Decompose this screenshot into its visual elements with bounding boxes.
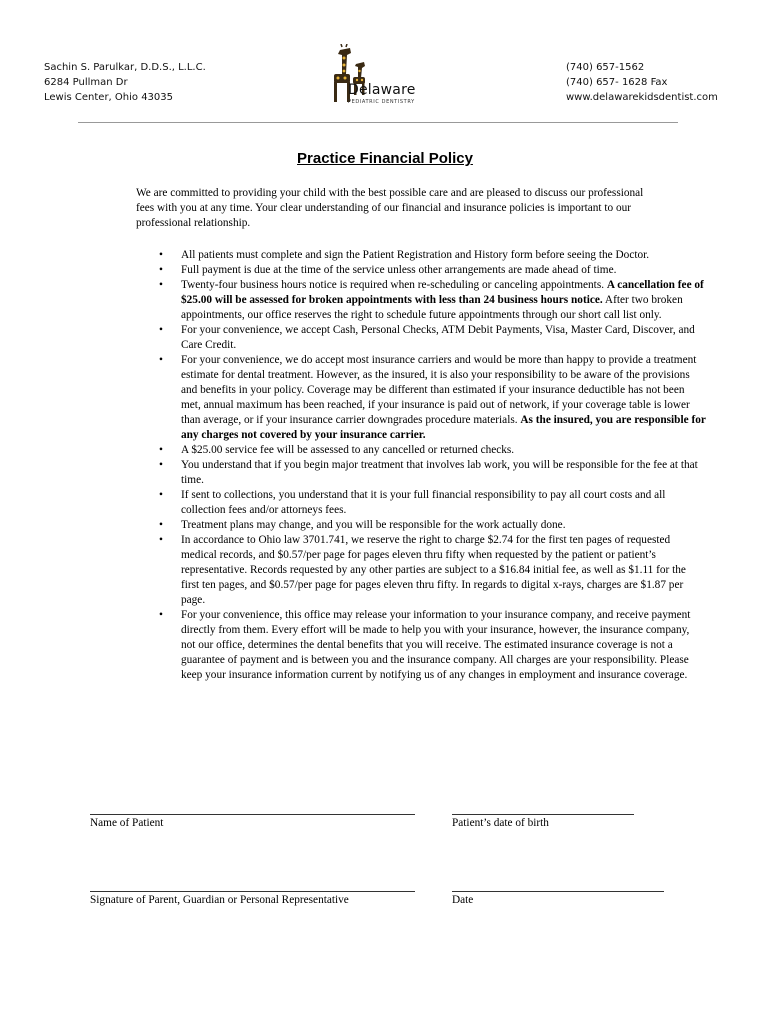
- practice-contact: [566, 60, 718, 105]
- practice-address: [44, 60, 206, 105]
- insured-responsibility-notice: As the insured, you are responsible for any charges not covered by your insurance carrier.: [181, 414, 706, 441]
- patient-name-line[interactable]: [90, 814, 415, 815]
- practice-name: Sachin S. Parulkar, D.D.S., L.L.C.: [44, 62, 206, 73]
- website-url: www.delawarekidsdentist.com: [566, 92, 718, 103]
- date-label: Date: [452, 894, 474, 906]
- list-item: • For your convenience, we do accept most insurance carriers and would be more than happy to provide a treatment estimate for dental treatment. However, as the insured, it is also your responsibility to be aware of the provisions and benefits in your policy. Coverage may be different than estimated if your insurance deductible has not been met, annual maximum has been reached, if your insurance is paid out of network, if your coverage table is lower than average, or if your insurance carrier downgrades procedure materials. As the insured, you are responsible for any charges not covered by your insurance carrier.: [181, 353, 706, 443]
- list-item: • In accordance to Ohio law 3701.741, we reserve the right to charge $2.74 for the first ten pages of requested medical records, and $0.57/per page for pages eleven thru fifty when requested by the patient or patient’s representative. Records requested by any other parties are subject to a $16.84 initial fee, as well as $1.11 for the first ten pages, and $0.57/per page for pages eleven thru fifty. In regards to digital x-rays, charges are $1.87 per page.: [181, 533, 706, 608]
- list-item: • Treatment plans may change, and you will be responsible for the work actually done.: [181, 518, 706, 533]
- list-item: • All patients must complete and sign the Patient Registration and History form before seeing the Doctor.: [181, 248, 706, 263]
- cancellation-fee-notice: A cancellation fee of $25.00 will be assessed for broken appointments with less than 24 business hours notice.: [181, 279, 704, 306]
- dob-label: Patient’s date of birth: [452, 817, 549, 829]
- street-address: 6284 Pullman Dr: [44, 77, 128, 88]
- page-title: Practice Financial Policy: [297, 150, 473, 167]
- list-item: • For your convenience, this office may release your information to your insurance company, and receive payment directly from them. Every effort will be made to help you with your insurance, however, the insurance company, not our office, determines the dental benefits that you will receive. The estimated insurance coverage is not a guarantee of payment and is between you and the insurance company. All charges are your responsibility. Please keep your insurance information current by notifying us of any changes in employment and insurance coverage.: [181, 608, 706, 683]
- signature-label: Signature of Parent, Guardian or Personal Representative: [90, 894, 349, 906]
- policy-list: [181, 248, 706, 683]
- list-item: • For your convenience, we accept Cash, Personal Checks, ATM Debit Payments, Visa, Master Card, Discover, and Care Credit.: [181, 323, 706, 353]
- logo-tagline: PEDIATRIC DENTISTRY: [348, 99, 415, 105]
- fax-number: (740) 657- 1628 Fax: [566, 77, 668, 88]
- list-item: • Twenty-four business hours notice is required when re-scheduling or canceling appointments. A cancellation fee of $25.00 will be assessed for broken appointments with less than 24 business hours notice. After two broken appointments, our office reserves the right to schedule future appointments through our short call list only.: [181, 278, 706, 323]
- list-item: • Full payment is due at the time of the service unless other arrangements are made ahead of time.: [181, 263, 706, 278]
- date-line[interactable]: [452, 891, 664, 892]
- patient-name-label: Name of Patient: [90, 817, 164, 829]
- signature-line[interactable]: [90, 891, 415, 892]
- list-item: • If sent to collections, you understand that it is your full financial responsibility to pay all court costs and all collection fees and/or attorneys fees.: [181, 488, 706, 518]
- list-item: • You understand that if you begin major treatment that involves lab work, you will be responsible for the fee at that time.: [181, 458, 706, 488]
- logo-wordmark: Delaware: [348, 82, 416, 98]
- list-item: • A $25.00 service fee will be assessed to any cancelled or returned checks.: [181, 443, 706, 458]
- phone-number: (740) 657-1562: [566, 62, 645, 73]
- dob-line[interactable]: [452, 814, 634, 815]
- intro-paragraph: We are committed to providing your child with the best possible care and are pleased to discuss our professional fees with you at any time. Your clear understanding of our financial and insurance policies is important to our professional relationship.: [136, 187, 644, 229]
- header-divider: [78, 122, 678, 123]
- city-state-zip: Lewis Center, Ohio 43035: [44, 92, 174, 103]
